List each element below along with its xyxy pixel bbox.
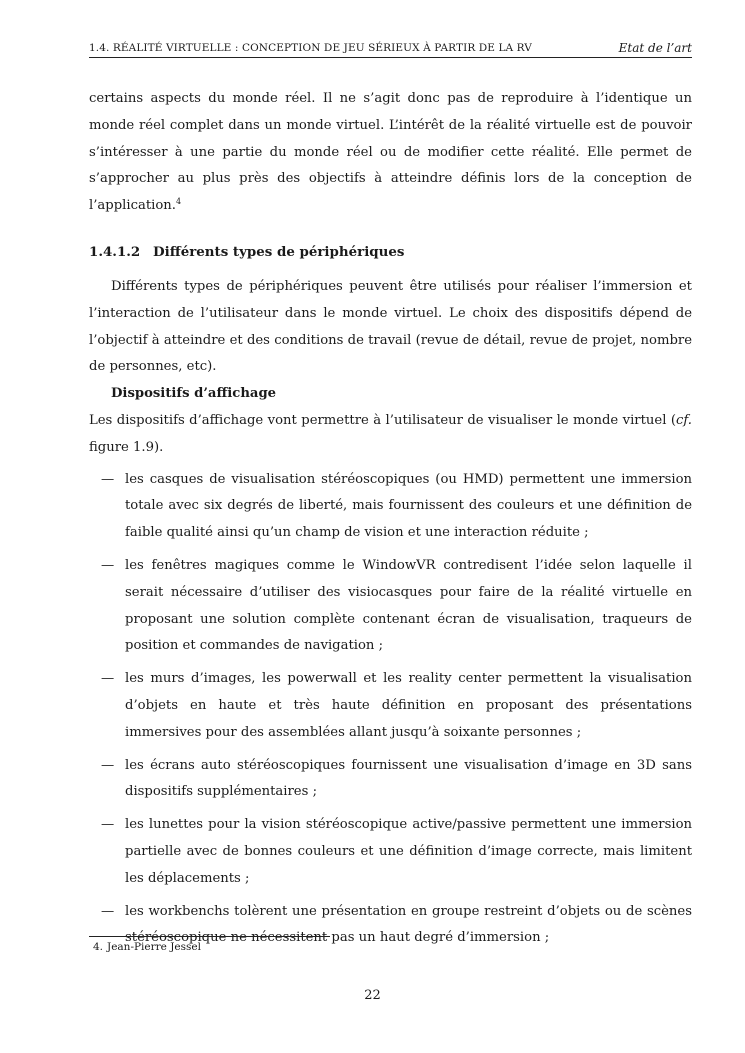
section-heading (89, 239, 692, 265)
footnote-rule (89, 936, 330, 937)
footnote-reference[interactable]: 4 (175, 197, 182, 207)
list-marker: — (101, 671, 115, 687)
list-marker: — (101, 757, 115, 773)
display-devices-list (89, 467, 692, 953)
header-section-label: Etat de l’art (618, 41, 692, 55)
list-item-text: les murs d’images, les powerwall et les reality center permettent la visualisation d’objets en haute et très haute définition en proposant des présentations immersives pour des assemblées allant jusqu’à soixante personnes ; (125, 671, 692, 740)
list-item-text: les casques de visualisation stéréoscopiques (ou HMD) permettent une immersion totale avec six degrés de liberté, mais fournissent des couleurs et une définition de faible qualité ainsi qu’un champ de vision et une interaction réduite ; (125, 471, 692, 541)
list-marker: — (101, 903, 115, 919)
header-chapter-title: 1.4. RÉALITÉ VIRTUELLE : CONCEPTION DE JEU SÉRIEUX À PARTIR DE LA RV (89, 42, 532, 54)
list-item (101, 899, 692, 953)
list-item (101, 666, 692, 746)
footnote (93, 940, 201, 954)
intro-paragraph-text: certains aspects du monde réel. Il ne s’agit donc pas de reproduire à l’identique un monde réel complet dans un monde virtuel. L’intérêt de la réalité virtuelle est de pouvoir s’intéresser à une partie du monde réel ou de modifier cette réalité. Elle permet de s’approcher au plus près des objectifs à atteindre définis lors de la conception de l’application. (89, 91, 692, 214)
section-title: Différents types de périphériques (153, 243, 405, 260)
subsection-intro-after: figure 1.9). (89, 439, 164, 455)
subsection-heading: Dispositifs d’affichage (111, 386, 277, 402)
list-item-text: les lunettes pour la vision stéréoscopique active/passive permettent une immersion partielle avec de bonnes couleurs et une définition d’image correcte, mais limitent les déplacements ; (125, 817, 692, 886)
list-marker: — (101, 557, 115, 573)
running-header (89, 41, 692, 58)
list-item (101, 467, 692, 547)
list-item (101, 553, 692, 660)
section-paragraph: Différents types de périphériques peuvent être utilisés pour réaliser l’immersion et l’interaction de l’utilisateur dans le monde virtuel. Le choix des dispositifs dépend de l’objectif à atteindre et des conditions de travail (revue de détail, revue de projet, nombre de personnes, etc). (89, 278, 692, 375)
list-marker: — (101, 471, 115, 487)
footnote-mark: 4. (93, 941, 104, 953)
list-item (101, 753, 692, 807)
list-marker: — (101, 817, 115, 833)
list-item (101, 812, 692, 892)
subsection-intro-cf: cf. (676, 412, 692, 428)
section-number: 1.4.1.2 (89, 243, 141, 260)
page-number: 22 (364, 988, 381, 1003)
list-item-text: les écrans auto stéréoscopiques fournissent une visualisation d’image en 3D sans dispositifs supplémentaires ; (125, 757, 692, 800)
subsection-intro (89, 408, 692, 462)
list-item-text: les fenêtres magiques comme le WindowVR contredisent l’idée selon laquelle il serait nécessaire d’utiliser des visiocasques pour faire de la réalité virtuelle en proposant une solution complète contenant écran de visualisation, traqueurs de position et commandes de navigation ; (125, 557, 692, 654)
subsection-intro-before: Les dispositifs d’affichage vont permettre à l’utilisateur de visualiser le monde virtuel ( (89, 412, 676, 428)
main-text (89, 86, 692, 958)
footnote-text: Jean-Pierre Jessel (107, 941, 201, 953)
intro-paragraph (89, 86, 692, 220)
list-item-text: les workbenchs tolèrent une présentation en groupe restreint d’objets ou de scènes stéréoscopique ne nécessitent pas un haut degré d’immersion ; (125, 903, 692, 946)
